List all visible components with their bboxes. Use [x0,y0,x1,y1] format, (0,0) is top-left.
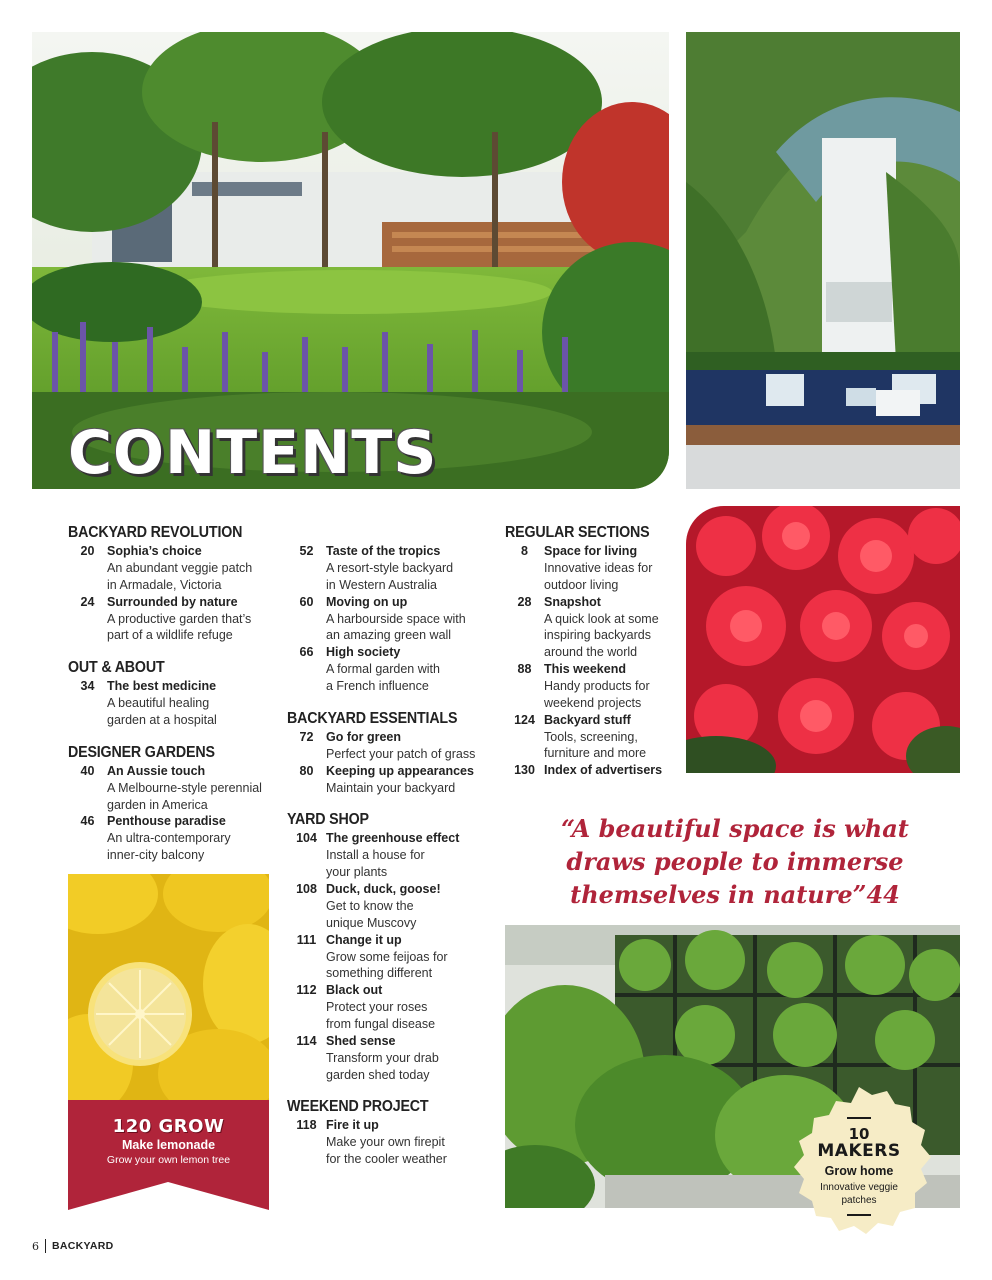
contents-entry[interactable] [68,543,278,594]
contents-entry[interactable] [505,661,680,712]
footer-page-number: 6 [32,1239,39,1253]
section-title: WEEKEND PROJECT [287,1098,429,1116]
pull-quote [520,812,950,911]
entry-description: Tools, screening, [544,729,638,744]
page-footer [32,1239,114,1253]
entry-description: an amazing green wall [326,628,452,643]
entry-page-number: 111 [296,932,317,947]
entry-title: Penthouse paradise [107,814,226,829]
entry-title: Moving on up [326,594,408,609]
entry-title: Fire it up [326,1118,379,1133]
section-title: YARD SHOP [287,811,369,829]
makers-page-number: 10 [848,1125,870,1143]
section-backyard-revolution [68,523,278,644]
section-out-and-about [68,658,278,729]
entry-title: Keeping up appearances [326,763,474,778]
entry-page-number: 104 [296,831,317,846]
entry-description: garden in America [107,797,208,812]
entry-description: inspiring backyards [544,628,651,643]
entry-description: Grow some feijoas for [326,949,448,964]
entry-description: Innovative ideas for [544,561,653,575]
quote-text: “A beautiful space is what draws people to immerse themselves in nature” [561,814,909,909]
entry-title: Index of advertisers [544,763,663,778]
entry-description: from fungal disease [326,1016,436,1031]
contents-entry[interactable] [287,881,497,932]
makers-subtitle: patches [841,1195,877,1206]
contents-column-3 [505,523,680,793]
entry-page-number: 24 [80,594,95,609]
lemons-photo [68,874,269,1100]
entry-description: weekend projects [544,695,642,710]
green-wall-photo [686,32,960,489]
contents-entry[interactable] [287,830,497,881]
entry-title: Space for living [544,544,638,558]
entry-description: Protect your roses [326,1000,428,1015]
contents-entry[interactable] [287,729,497,763]
entry-description: Maintain your backyard [326,780,456,795]
entry-description: garden shed today [326,1067,430,1082]
contents-entry[interactable] [68,594,278,645]
section-yard-shop [287,810,497,1083]
badge-rule-bottom [847,1214,871,1216]
entry-description: for the cooler weather [326,1152,447,1167]
badge-rule-top [847,1117,871,1119]
entry-page-number: 112 [296,983,317,998]
entry-title: The best medicine [107,679,217,694]
entry-title: Go for green [326,729,402,744]
contents-entry[interactable] [505,712,680,763]
entry-description: Transform your drab [326,1050,439,1065]
entry-page-number: 46 [80,814,95,829]
contents-entry[interactable] [287,932,497,983]
makers-title: Grow home [824,1164,894,1178]
entry-page-number: 72 [299,729,314,744]
quote-page: 44 [866,880,900,909]
entry-description: a French influence [326,678,429,693]
entry-description: around the world [544,645,638,660]
footer-divider [45,1239,46,1253]
contents-column-1 [68,523,278,878]
entry-description: A beautiful healing [107,696,210,711]
entry-description: Install a house for [326,848,425,863]
entry-description: An ultra-contemporary [107,831,231,846]
entry-page-number: 40 [80,763,95,778]
contents-column-2 [287,543,497,1182]
contents-entry[interactable] [287,543,497,594]
entry-description: something different [326,966,433,981]
entry-page-number: 114 [296,1033,317,1048]
entry-description: unique Muscovy [326,915,417,930]
entry-page-number: 108 [296,881,317,896]
entry-title: This weekend [544,661,626,676]
grow-subtitle: Grow your own lemon tree [106,1154,231,1166]
entry-description: A productive garden that’s [107,611,252,626]
entry-title: Snapshot [544,594,601,609]
section-title: REGULAR SECTIONS [505,524,650,541]
entry-description: An abundant veggie patch [107,561,253,575]
entry-description: garden at a hospital [107,712,217,727]
entry-page-number: 20 [80,544,95,558]
entry-description: Perfect your patch of grass [326,746,476,761]
entry-title: Backyard stuff [544,712,631,727]
contents-entry[interactable] [287,594,497,645]
contents-entry[interactable] [505,543,680,594]
contents-entry[interactable] [68,813,278,864]
entry-page-number: 80 [299,763,314,778]
entry-title: Surrounded by nature [107,594,238,609]
contents-entry[interactable] [68,763,278,814]
contents-entry[interactable] [505,762,680,779]
entry-title: High society [326,645,401,660]
makers-word: MAKERS [817,1141,901,1161]
contents-entry[interactable] [68,678,278,729]
entry-page-number: 34 [80,679,95,694]
entry-page-number: 52 [299,544,314,558]
section-title: OUT & ABOUT [68,659,165,677]
entry-description: A harbourside space with [326,611,466,626]
contents-entry[interactable] [505,594,680,661]
contents-entry[interactable] [287,644,497,695]
entry-description: Get to know the [326,898,414,913]
entry-description: your plants [326,865,388,880]
entry-description: furniture and more [544,746,647,761]
section-title: BACKYARD ESSENTIALS [287,709,458,727]
entry-page-number: 66 [299,645,314,660]
grow-banner [68,1100,269,1210]
entry-title: Sophia’s choice [107,544,202,558]
contents-entry[interactable] [287,1033,497,1084]
entry-title: Duck, duck, goose! [326,881,441,896]
section-regular-sections [505,523,680,779]
entry-page-number: 124 [514,712,535,727]
entry-title: The greenhouse effect [326,831,460,846]
entry-description: part of a wildlife refuge [107,628,233,643]
entry-description: A formal garden with [326,662,440,677]
entry-title: Change it up [326,932,402,947]
red-flowers-photo [686,506,960,773]
entry-description: in Armadale, Victoria [107,577,222,592]
section-title: BACKYARD REVOLUTION [68,524,243,541]
contents-entry[interactable] [287,982,497,1033]
entry-description: outdoor living [544,577,619,592]
entry-page-number: 28 [517,594,532,609]
entry-page-number: 8 [521,544,528,558]
grow-feature-card[interactable] [68,874,269,1210]
entry-title: Shed sense [326,1033,396,1048]
section-backyard-essentials [287,709,497,797]
entry-description: Handy products for [544,678,650,693]
entry-page-number: 88 [517,661,532,676]
contents-entry[interactable] [287,763,497,797]
page-title: CONTENTS [68,418,438,488]
entry-title: An Aussie touch [107,763,206,778]
makers-badge[interactable] [778,1083,940,1245]
entry-title: Taste of the tropics [326,544,441,558]
entry-description: inner-city balcony [107,848,205,863]
footer-magazine-name: BACKYARD [52,1240,114,1252]
entry-description: in Western Australia [326,577,437,592]
grow-page-number: 120 GROW [112,1116,225,1137]
section-weekend-project [287,1097,497,1168]
entry-description: Make your own firepit [326,1135,445,1150]
entry-description: A quick look at some [544,611,659,626]
section-title: DESIGNER GARDENS [68,743,215,761]
entry-description: A Melbourne-style perennial [107,780,262,795]
section-designer-gardens [68,743,278,864]
grow-title: Make lemonade [121,1138,216,1152]
entry-page-number: 118 [296,1118,317,1133]
section-continued [287,543,497,695]
makers-subtitle: Innovative veggie [820,1182,898,1193]
entry-page-number: 130 [514,763,535,778]
contents-entry[interactable] [287,1117,497,1168]
entry-page-number: 60 [299,594,314,609]
entry-description: A resort-style backyard [326,561,454,575]
entry-title: Black out [326,983,383,998]
